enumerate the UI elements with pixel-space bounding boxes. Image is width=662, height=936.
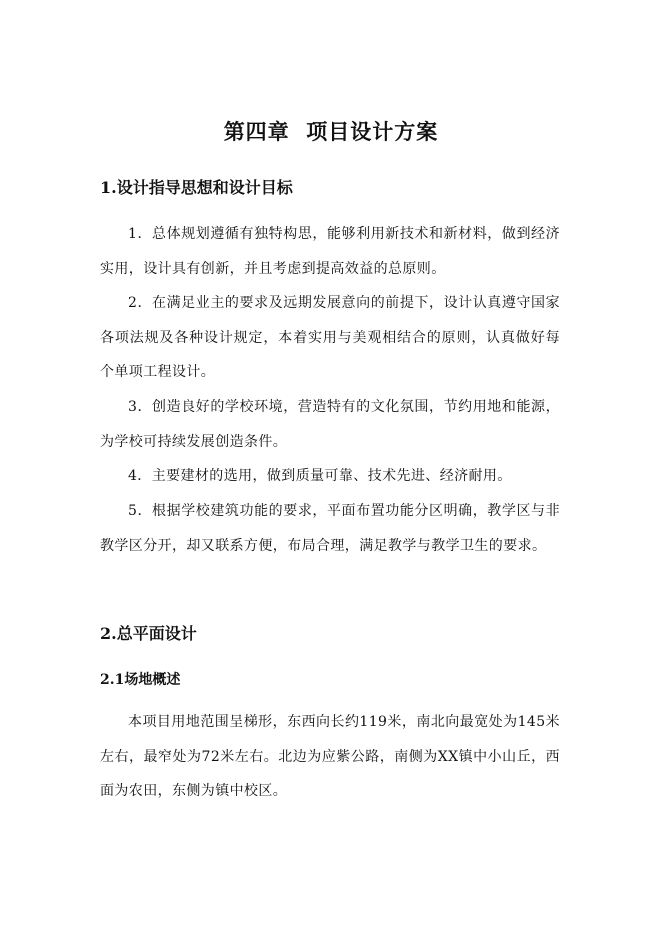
paragraph-item-3: 3．创造良好的学校环境，营造特有的文化氛围，节约用地和能源，为学校可持续发展创造条件。 <box>100 399 560 450</box>
paragraph-site-overview: 本项目用地范围呈梯形，东西向长约119米，南北向最宽处为145米左右，最窄处为72米左右。北边为应紫公路，南侧为XX镇中小山丘，西面为农田，东侧为镇中校区。 <box>100 714 560 799</box>
section-heading-design-guidelines: 1.设计指导思想和设计目标 <box>100 178 293 197</box>
chapter-title: 第四章 项目设计方案 <box>223 119 439 144</box>
paragraph-item-5: 5．根据学校建筑功能的要求，平面布置功能分区明确，教学区与非教学区分开，却又联系方便，布局合理，满足教学与教学卫生的要求。 <box>100 503 560 554</box>
section-heading-site-plan: 2.总平面设计 <box>100 624 197 643</box>
paragraph-item-4: 4．主要建材的选用，做到质量可靠、技术先进、经济耐用。 <box>128 468 512 484</box>
paragraph-item-1: 1．总体规划遵循有独特构思，能够利用新技术和新材料，做到经济实用，设计具有创新，并且考虑到提高效益的总原则。 <box>100 226 560 277</box>
subsection-heading-site-overview: 2.1场地概述 <box>100 672 181 688</box>
paragraph-item-2: 2．在满足业主的要求及远期发展意向的前提下，设计认真遵守国家各项法规及各种设计规定，本着实用与美观相结合的原则，认真做好每个单项工程设计。 <box>100 295 560 380</box>
